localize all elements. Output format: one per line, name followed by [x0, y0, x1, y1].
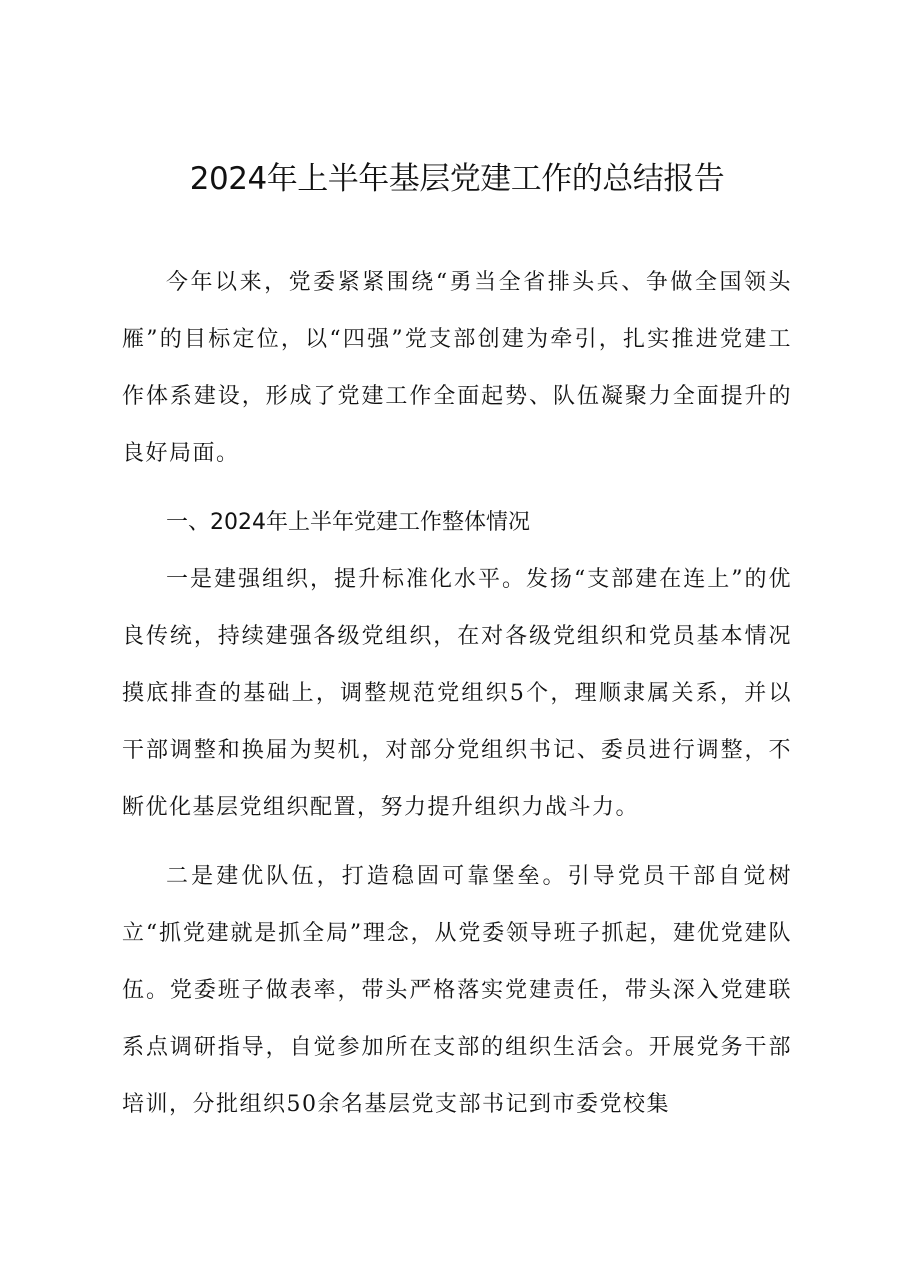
document-body: [122, 148, 792, 1145]
section-heading-1: 一、2024年上半年党建工作整体情况: [166, 510, 530, 535]
paragraph-organization: 一是建强组织，提升标准化水平。发扬“支部建在连上”的优良传统，持续建强各级党组织，在对各级党组织和党员基本情况摸底排查的基础上，调整规范党组织5个，理顺隶属关系，并以干部调整和换届为契机，对部分党组织书记、委员进行调整，不断优化基层党组织配置，努力提升组织力战斗力。: [122, 567, 792, 820]
intro-paragraph: 今年以来，党委紧紧围绕“勇当全省排头兵、争做全国领头雁”的目标定位，以“四强”党支部创建为牵引，扎实推进党建工作体系建设，形成了党建工作全面起势、队伍凝聚力全面提升的良好局面。: [122, 270, 792, 466]
document-title: 2024年上半年基层党建工作的总结报告: [189, 161, 725, 197]
paragraph-team: 二是建优队伍，打造稳固可靠堡垒。引导党员干部自觉树立“抓党建就是抓全局”理念，从党委领导班子抓起，建优党建队伍。党委班子做表率，带头严格落实党建责任，带头深入党建联系点调研指导，自觉参加所在支部的组织生活会。开展党务干部培训，分批组织50余名基层党支部书记到市委党校集: [122, 864, 792, 1117]
